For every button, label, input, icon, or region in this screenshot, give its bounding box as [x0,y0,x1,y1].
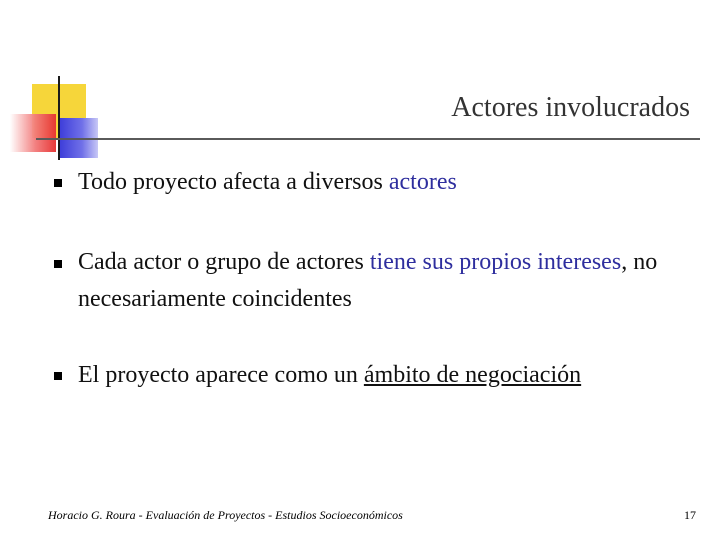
bullet-marker-icon [54,372,62,380]
bullet-text-part: El proyecto aparece como un [78,362,364,388]
title-divider-line [36,138,700,140]
bullet-text-part: Todo proyecto afecta a diversos [78,169,389,195]
decorative-red-square [10,114,56,152]
page-number: 17 [684,508,696,522]
bullet-marker-icon [54,260,62,268]
bullet-text [78,357,688,394]
bullet-highlight: tiene sus propios intereses [369,249,622,275]
bullet-underlined-phrase: ámbito de negociación [363,362,582,388]
bullet-text [78,244,688,318]
footer-text: Horacio G. Roura - Evaluación de Proyectos - Estudios Socioeconómicos [48,508,403,522]
bullet-highlight: actores [388,169,457,195]
bullet-text-part: Cada actor o grupo de actores [78,249,370,275]
slide-title: Actores involucrados [451,92,690,123]
bullet-marker-icon [54,179,62,187]
bullet-text-part: , no necesariamente coincidentes [78,249,658,312]
bullet-text [78,164,688,201]
decorative-vertical-line [58,76,60,160]
